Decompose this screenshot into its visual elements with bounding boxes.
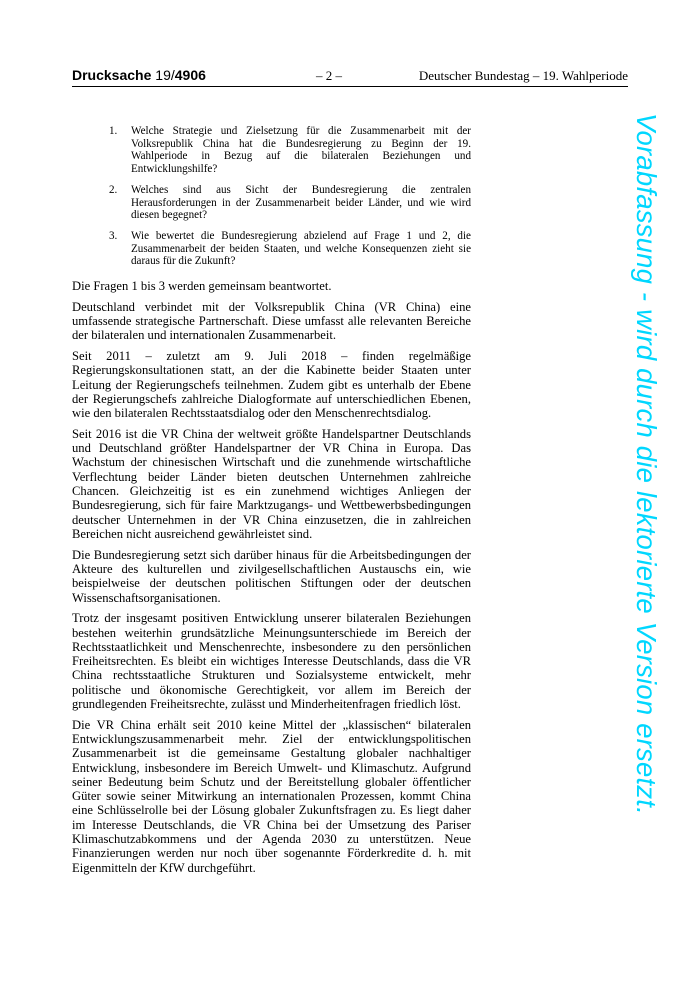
answer-paragraph: Deutschland verbindet mit der Volksrepublik China (VR China) eine umfassende strategische Partnerschaft. Diese umfasst alle relevanten Bereiche der bilateralen und internationalen Zusammenarbeit. — [72, 299, 471, 343]
document-body — [72, 125, 471, 881]
header-rule — [72, 86, 628, 87]
question-list — [72, 125, 471, 268]
answer-paragraph: Die VR China erhält seit 2010 keine Mittel der „klassischen“ bilateralen Entwicklungszusammenarbeit mehr. Ziel der entwicklungspolitischen Zusammenarbeit ist die gemeinsame Gestaltung globaler nachhaltiger Entwicklung, insbesondere im Bereich Umwelt- und Klimaschutz. Aufgrund seiner Bedeutung beim Schutz und der Bereitstellung globaler öffentlicher Güter sowie seiner Mitwirkung an internationalen Prozessen, kommt China eine Schlüsselrolle bei der Lösung globaler Zukunftsfragen zu. Es liegt daher im Interesse Deutschlands, die VR China bei der Umsetzung des Pariser Klimaschutzabkommens und der Agenda 2030 zu unterstützen. Neue Finanzierungen werden nur noch über sogenannte Förderkredite d. h. mit Eigenmitteln der KfW durchgeführt. — [72, 717, 471, 875]
document-number — [72, 67, 206, 83]
answer-paragraph: Seit 2016 ist die VR China der weltweit größte Handelspartner Deutschlands und Deutschland größter Handelspartner der VR China in Europa. Das Wachstum der chinesischen Wirtschaft und die zunehmende wirtschaftliche Verflechtung beider Länder bieten deutschen Unternehmen zahlreiche Chancen. Gleichzeitig ist es ein zunehmend wichtiges Anliegen der Bundesregierung, sich für faire Marktzugangs- und Wettbewerbsbedingungen deutscher Unternehmen in der VR China einzusetzen, die in zahlreichen Bereichen nicht ausreichend gewährleistet sind. — [72, 426, 471, 541]
question-item — [72, 125, 471, 176]
question-item — [72, 184, 471, 222]
question-number: 2. — [109, 183, 118, 196]
doc-label: Drucksache — [72, 67, 152, 83]
answer-intro: Die Fragen 1 bis 3 werden gemeinsam beantwortet. — [72, 279, 332, 294]
page-header — [72, 67, 628, 85]
institution-label: Deutscher Bundestag – 19. Wahlperiode — [418, 68, 628, 83]
question-number: 3. — [109, 229, 118, 242]
doc-number: 4906 — [174, 67, 206, 83]
draft-watermark: Vorabfassung - wird durch die lektorierte Version ersetzt. — [631, 113, 662, 815]
question-number: 1. — [109, 125, 118, 137]
question-text: Welche Strategie und Zielsetzung für die Zusammenarbeit mit der Volksrepublik China hat die Bundesregierung zu Beginn der 19. Wahlperiode in Bezug auf die bilateralen Beziehungen und Entwicklungshilfe? — [131, 125, 471, 176]
question-item — [72, 230, 471, 268]
question-text: Welches sind aus Sicht der Bundesregierung die zentralen Herausforderungen in der Zusammenarbeit beider Länder, und wie wird diesen begegnet? — [131, 183, 471, 222]
question-text: Wie bewertet die Bundesregierung abzielend auf Frage 1 und 2, die Zusammenarbeit der beiden Staaten, und welche Konsequenzen zieht sie daraus für die Zukunft? — [131, 229, 471, 268]
answer-paragraph: Trotz der insgesamt positiven Entwicklung unserer bilateralen Beziehungen bestehen weiterhin grundsätzliche Meinungsunterschiede im Bereich der Rechtsstaatlichkeit und Menschenrechte, insbesondere zu den persönlichen Freiheitsrechten. Es bleibt ein wichtiges Interesse Deutschlands, dass die VR China rechtsstaatliche Strukturen und Sozialsysteme entwickelt, mehr politische und ökonomische Gerechtigkeit, vor allem im Bereich der grundlegenden Freiheitsrechte, zulässt und Minderheitenfragen friedlich löst. — [72, 611, 471, 711]
doc-period: 19/ — [155, 67, 175, 83]
answer-paragraph: Die Bundesregierung setzt sich darüber hinaus für die Arbeitsbedingungen der Akteure des kulturellen und zivilgesellschaftlichen Austauschs ein, wie beispielweise der deutschen politischen Stiftungen oder der deutschen Wissenschaftsorganisationen. — [72, 547, 471, 605]
answer-paragraph: Seit 2011 – zuletzt am 9. Juli 2018 – finden regelmäßige Regierungskonsultationen statt, an der die Kabinette beider Staaten unter Leitung der Regierungschefs teilnehmen. Zudem gibt es unterhalb der Ebene der Regierungschefs zahlreiche Dialogformate auf unterschiedlichen Ebenen, wie den bilateralen Rechtsstaatsdialog oder den Menschenrechtsdialog. — [72, 349, 471, 421]
page-number: – 2 – — [316, 68, 342, 83]
